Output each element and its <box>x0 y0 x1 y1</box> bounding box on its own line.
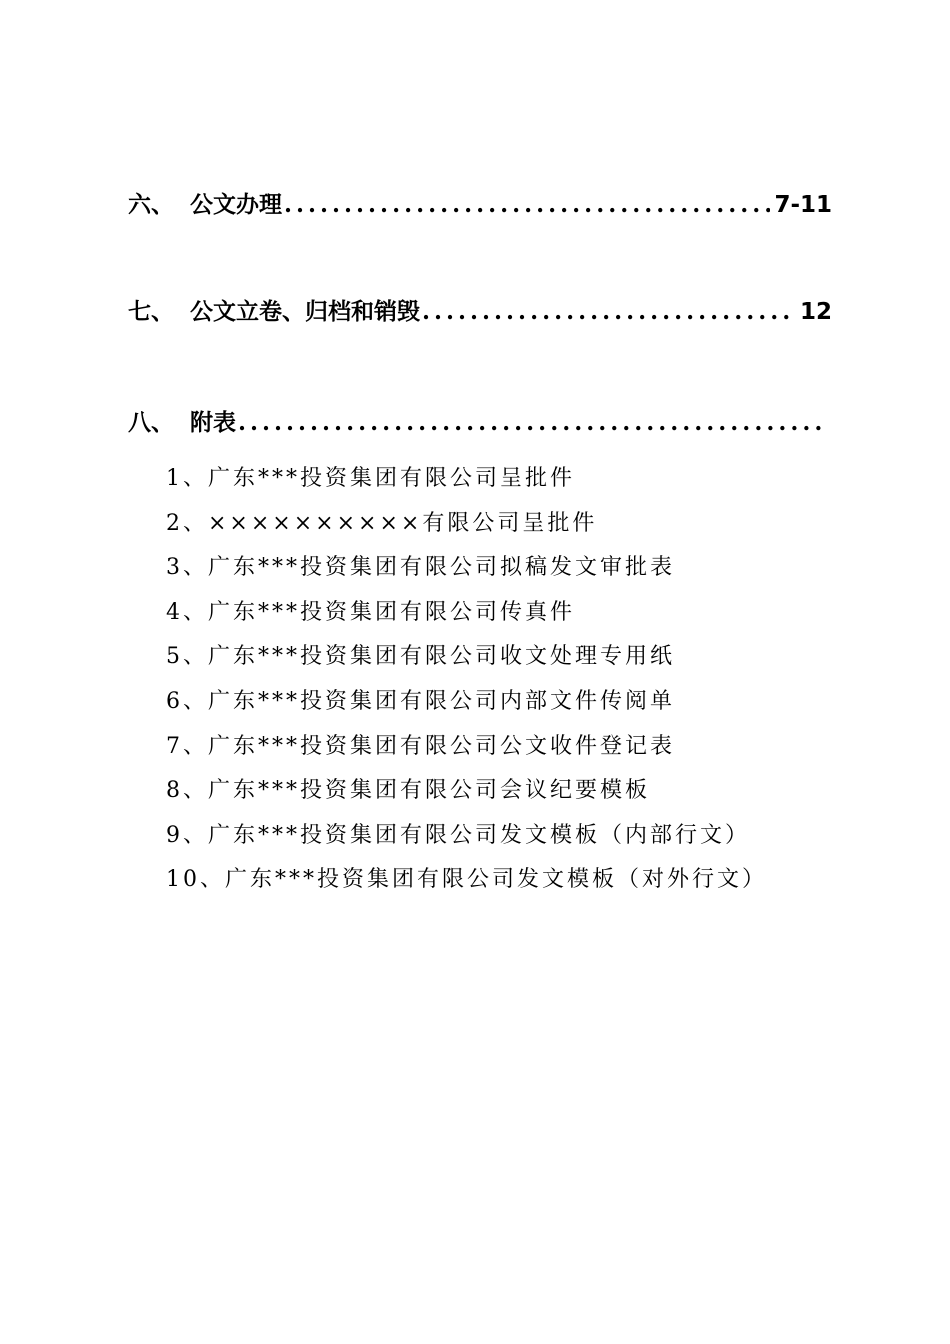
annex-item[interactable]: 10、广东***投资集团有限公司发文模板（对外行文） <box>166 867 767 893</box>
annex-item[interactable]: 6、广东***投资集团有限公司内部文件传阅单 <box>166 688 675 714</box>
annex-item[interactable]: 4、广东***投资集团有限公司传真件 <box>166 599 575 625</box>
toc-number: 六、 <box>128 191 174 218</box>
toc-title: 公文立卷、归档和销毁 <box>190 298 420 325</box>
toc-title: 公文办理 <box>190 191 282 218</box>
toc-page-number: 7-11 <box>774 192 832 218</box>
annex-item[interactable]: 3、广东***投资集团有限公司拟稿发文审批表 <box>166 555 675 581</box>
annex-item[interactable]: 8、广东***投资集团有限公司会议纪要模板 <box>166 778 650 804</box>
toc-dot-leader <box>238 407 826 439</box>
toc-page-number: 12 <box>799 299 832 325</box>
toc-number: 八、 <box>128 409 174 436</box>
annex-item[interactable]: 5、广东***投资集团有限公司收文处理专用纸 <box>166 644 675 670</box>
annex-item[interactable]: 7、广东***投资集团有限公司公文收件登记表 <box>166 733 675 759</box>
toc-entry-section-8[interactable] <box>128 407 826 439</box>
toc-dot-leader <box>284 189 770 221</box>
annex-item[interactable]: 1、广东***投资集团有限公司呈批件 <box>166 466 575 491</box>
toc-number: 七、 <box>128 298 174 325</box>
toc-dot-leader <box>422 296 796 328</box>
annex-item[interactable]: 2、××××××××××有限公司呈批件 <box>166 510 598 536</box>
annex-list <box>166 457 767 903</box>
toc-entry-section-6[interactable] <box>128 189 832 221</box>
toc-entry-section-7[interactable] <box>128 296 832 328</box>
annex-item[interactable]: 9、广东***投资集团有限公司发文模板（内部行文） <box>166 822 750 848</box>
toc-title: 附表 <box>190 409 236 436</box>
